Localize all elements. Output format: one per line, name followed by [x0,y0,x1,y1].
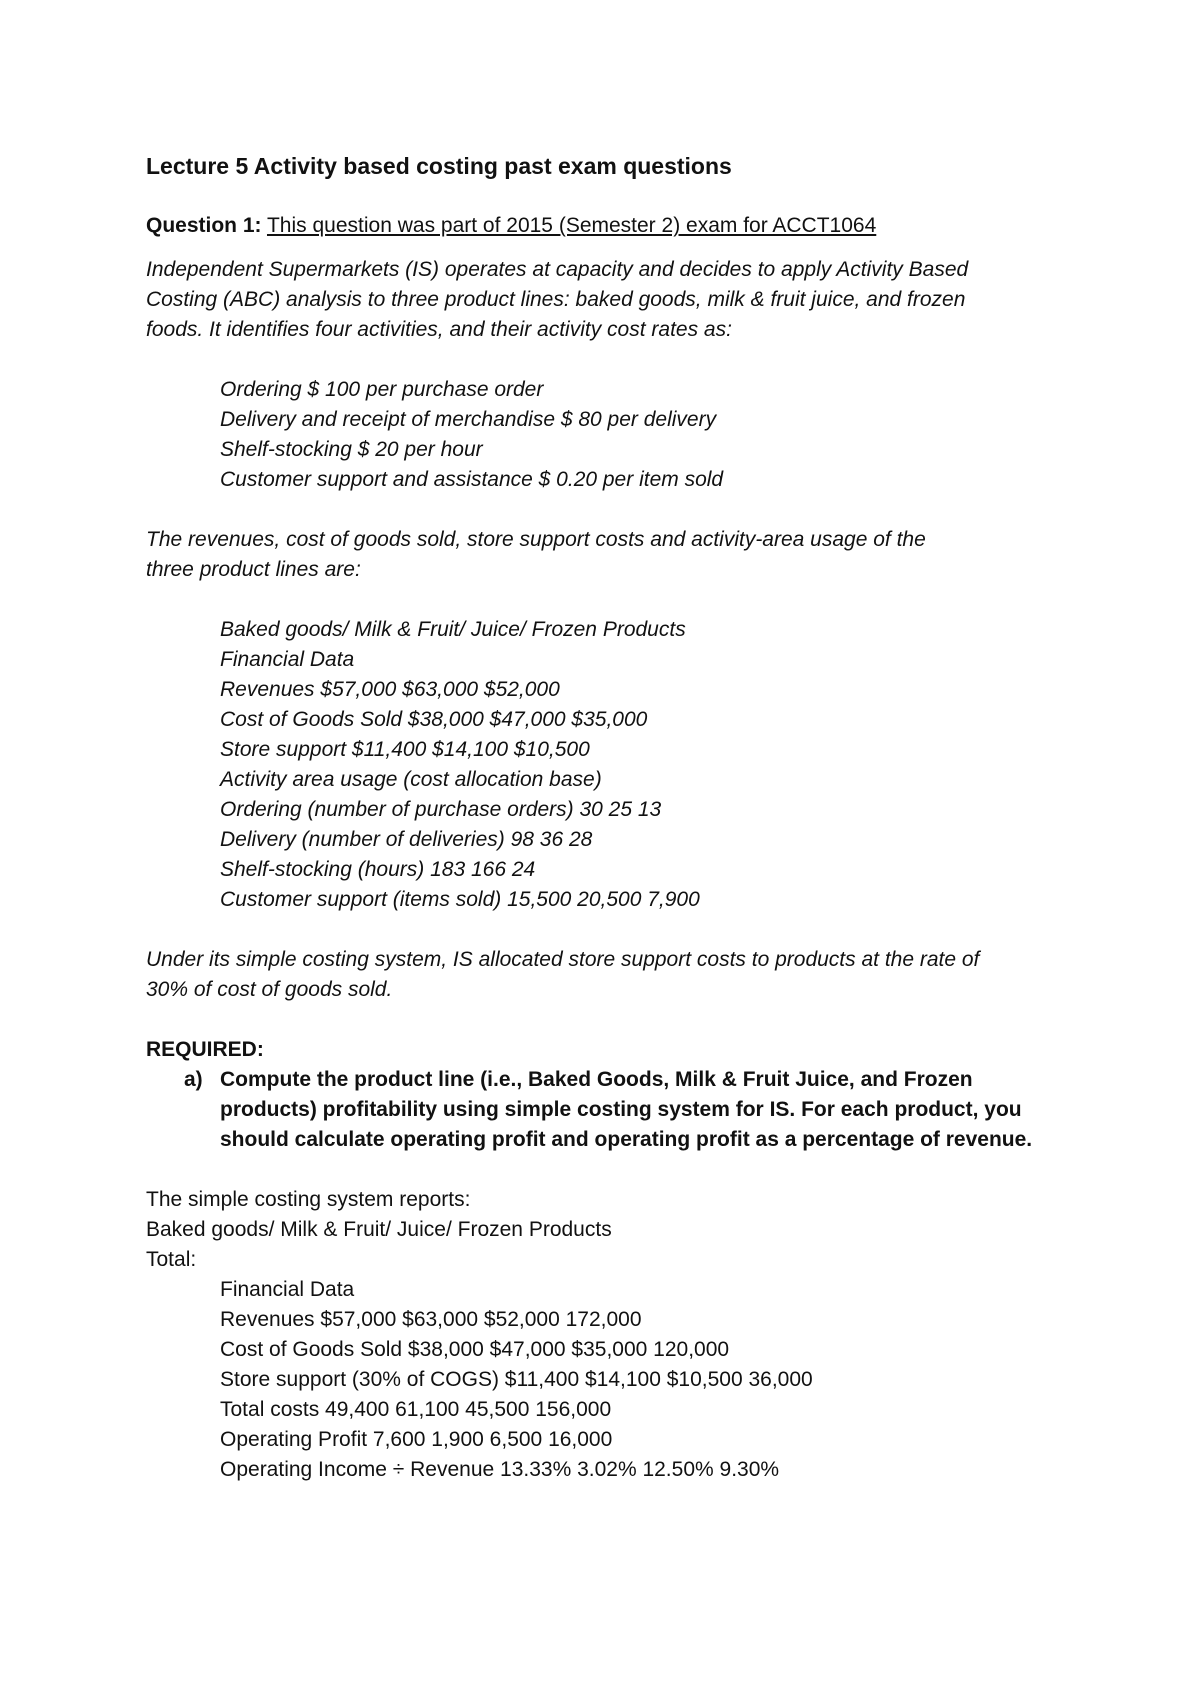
product-data-line: Customer support (items sold) 15,500 20,500 7,900 [220,888,700,911]
product-data-line: Activity area usage (cost allocation base) [220,768,602,791]
answer-row: Cost of Goods Sold $38,000 $47,000 $35,000 120,000 [220,1338,730,1361]
product-data-line: Delivery (number of deliveries) 98 36 28 [220,828,593,851]
product-data-line: Financial Data [220,648,355,671]
answer-row: Store support (30% of COGS) $11,400 $14,100 $10,500 36,000 [220,1368,813,1391]
product-data-line: Revenues $57,000 $63,000 $52,000 [220,678,560,701]
required-item-line: Compute the product line (i.e., Baked Goods, Milk & Fruit Juice, and Frozen [220,1068,973,1091]
intro-line: foods. It identifies four activities, and their activity cost rates as: [146,318,732,341]
intro-line: Costing (ABC) analysis to three product lines: baked goods, milk & fruit juice, and frozen [146,288,966,311]
answer-intro: The simple costing system reports: [146,1188,471,1211]
answer-total-label: Total: [146,1248,197,1271]
intro-line: Independent Supermarkets (IS) operates at capacity and decides to apply Activity Based [146,258,969,281]
question-label: Question 1: [146,214,262,237]
answer-row: Total costs 49,400 61,100 45,500 156,000 [220,1398,612,1421]
answer-row: Financial Data [220,1278,355,1301]
activity-rate-line: Ordering $ 100 per purchase order [220,378,544,401]
required-item-line: should calculate operating profit and operating profit as a percentage of revenue. [220,1128,1033,1151]
question-source: This question was part of 2015 (Semester 2) exam for ACCT1064 [266,214,877,237]
question-heading [146,212,876,240]
page-title: Lecture 5 Activity based costing past exam questions [146,153,732,179]
answer-row: Revenues $57,000 $63,000 $52,000 172,000 [220,1308,642,1331]
activity-rate-line: Delivery and receipt of merchandise $ 80 per delivery [220,408,717,431]
required-item-label: a) [184,1068,203,1091]
answer-header: Baked goods/ Milk & Fruit/ Juice/ Frozen Products [146,1218,612,1241]
revenues-intro-line: three product lines are: [146,558,361,581]
answer-row: Operating Profit 7,600 1,900 6,500 16,000 [220,1428,613,1451]
simple-costing-note-line: 30% of cost of goods sold. [146,978,393,1001]
required-heading: REQUIRED: [146,1038,264,1061]
required-item-line: products) profitability using simple costing system for IS. For each product, you [220,1098,1022,1121]
product-data-line: Shelf-stocking (hours) 183 166 24 [220,858,536,881]
activity-rate-line: Customer support and assistance $ 0.20 per item sold [220,468,724,491]
answer-row: Operating Income ÷ Revenue 13.33% 3.02% 12.50% 9.30% [220,1458,780,1481]
product-data-line: Store support $11,400 $14,100 $10,500 [220,738,590,761]
product-data-line: Baked goods/ Milk & Fruit/ Juice/ Frozen Products [220,618,686,641]
activity-rate-line: Shelf-stocking $ 20 per hour [220,438,483,461]
product-data-line: Cost of Goods Sold $38,000 $47,000 $35,000 [220,708,648,731]
revenues-intro-line: The revenues, cost of goods sold, store support costs and activity-area usage of the [146,528,926,551]
simple-costing-note-line: Under its simple costing system, IS allocated store support costs to products at the rate of [146,948,980,971]
product-data-line: Ordering (number of purchase orders) 30 25 13 [220,798,662,821]
